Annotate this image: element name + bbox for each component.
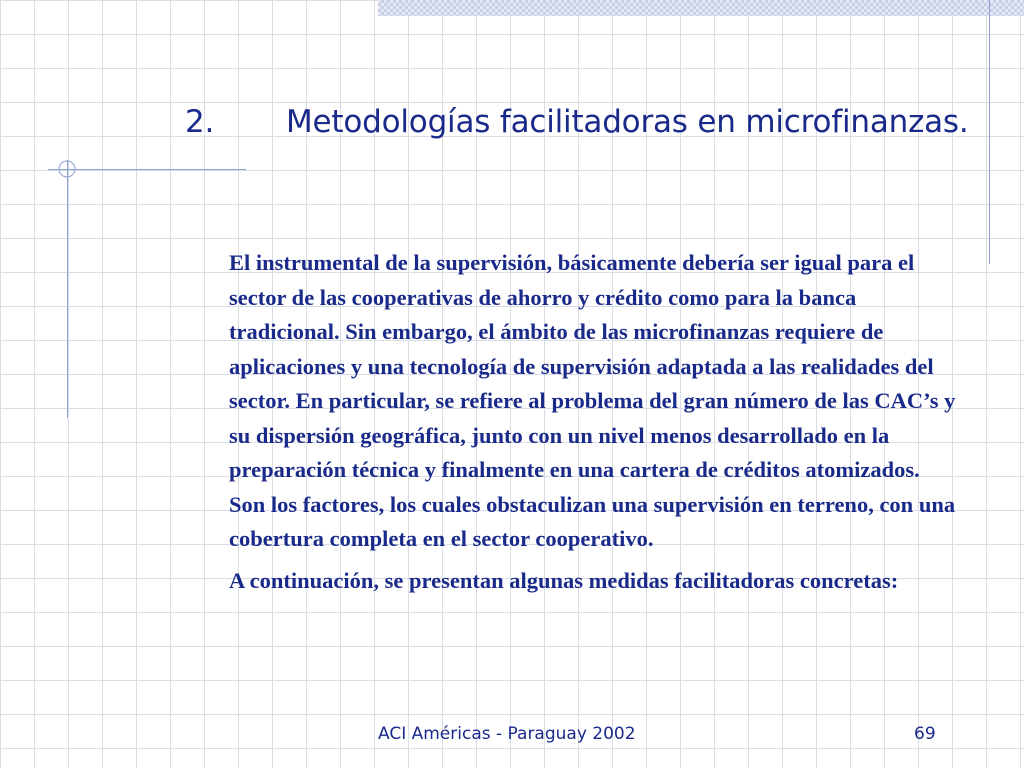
crosshair-icon [56, 158, 78, 180]
title-number: 2. [185, 104, 215, 140]
slide-body [229, 246, 961, 598]
body-paragraph-1: El instrumental de la supervisión, básicamente debería ser igual para el sector de las cooperativas de ahorro y crédito como para la banca tradicional. Sin embargo, el ámbito de las microfinanzas requiere de aplicaciones y una tecnología de supervisión adaptada a las realidades del sector. En particular, se refiere al problema del gran número de las CAC’s y su dispersión geográfica, junto con un nivel menos desarrollado en la preparación técnica y finalmente en una cartera de créditos atomizados. Son los factores, los cuales obstaculizan una supervisión en terreno, con una cobertura completa en el sector cooperativo. [229, 250, 956, 551]
footer-text: ACI Américas - Paraguay 2002 [378, 724, 636, 744]
right-vertical-rule [989, 0, 990, 264]
page-number: 69 [914, 724, 936, 744]
left-vertical-rule [67, 160, 68, 418]
slide-title [185, 104, 985, 140]
top-pattern-band [378, 0, 1024, 16]
title-text: Metodologías facilitadoras en microfinanzas. [286, 104, 969, 140]
body-paragraph-2: A continuación, se presentan algunas medidas facilitadoras concretas: [229, 567, 899, 593]
